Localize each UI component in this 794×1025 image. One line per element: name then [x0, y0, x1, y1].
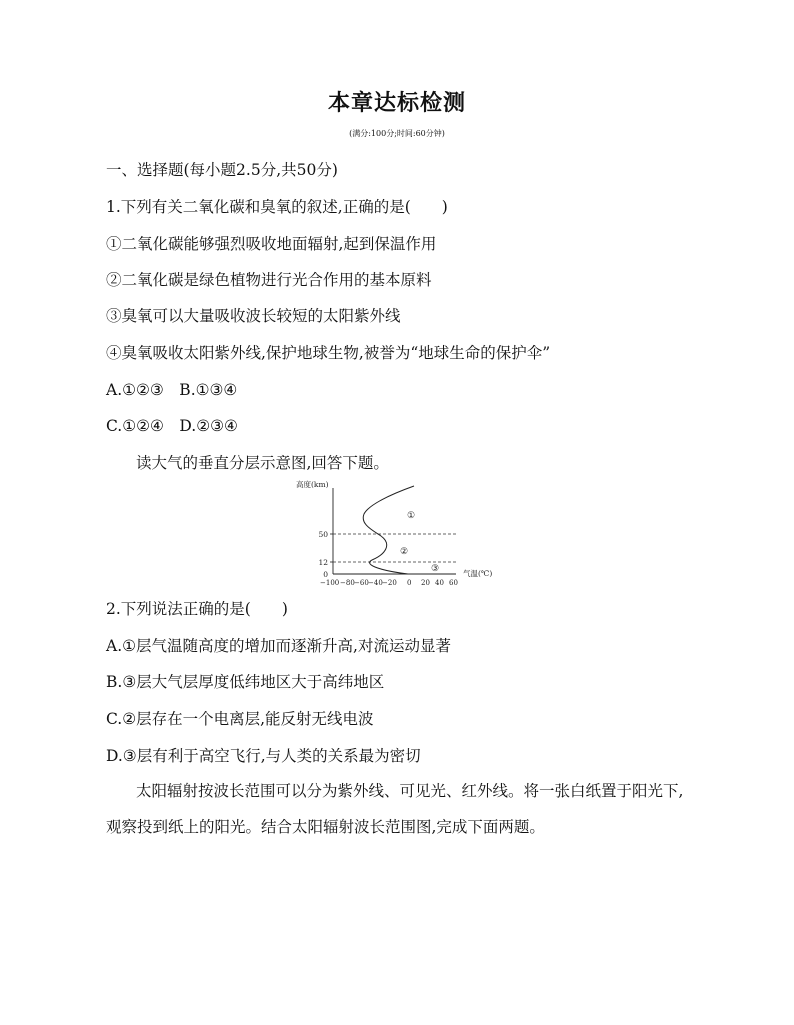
x-tick-label-0: 0 — [407, 579, 412, 587]
x-tick-label-neg80: −80 — [340, 579, 355, 587]
atmosphere-layers-figure — [296, 478, 506, 590]
layer-1-label: ① — [407, 511, 416, 521]
question-1-stem: 1.下列有关二氧化碳和臭氧的叙述,正确的是( ) — [106, 198, 448, 216]
x-tick-label-neg40: −40 — [368, 579, 383, 587]
temperature-curve — [363, 486, 414, 574]
x-tick-label-neg60: −60 — [354, 579, 369, 587]
q2-option-b: B.③层大气层厚度低纬地区大于高纬地区 — [106, 673, 385, 691]
x-tick-label-neg20: −20 — [382, 579, 397, 587]
y-tick-label-12: 12 — [318, 558, 328, 567]
page-title: 本章达标检测 — [327, 90, 466, 116]
layer-2-label: ② — [400, 547, 409, 557]
q1-statement-4: ④臭氧吸收太阳紫外线,保护地球生物,被誉为“地球生命的保护伞” — [106, 344, 551, 362]
q1-statement-2: ②二氧化碳是绿色植物进行光合作用的基本原料 — [106, 271, 432, 289]
section-heading: 一、选择题(每小题2.5分,共50分) — [106, 161, 338, 179]
y-tick-label-50: 50 — [318, 530, 328, 539]
q2-option-c: C.②层存在一个电离层,能反射无线电波 — [106, 710, 374, 728]
q1-statement-3: ③臭氧可以大量吸收波长较短的太阳紫外线 — [106, 307, 401, 325]
figure-intro: 读大气的垂直分层示意图,回答下题。 — [136, 454, 389, 472]
y-axis-label: 高度(km) — [296, 480, 329, 489]
question-2-stem: 2.下列说法正确的是( ) — [106, 600, 288, 618]
page-subtitle: (满分:100分;时间:60分钟) — [349, 129, 445, 138]
x-tick-label-neg100: −100 — [320, 579, 340, 587]
q1-statement-1: ①二氧化碳能够强烈吸收地面辐射,起到保温作用 — [106, 235, 437, 253]
layer-3-label: ③ — [431, 564, 440, 574]
x-tick-labels — [320, 579, 458, 587]
solar-radiation-intro: 太阳辐射按波长范围可以分为紫外线、可见光、红外线。将一张白纸置于阳光下,观察投到纸上的阳光。结合太阳辐射波长范围图,完成下面两题。 — [106, 782, 684, 836]
x-axis-label: 气温(℃) — [463, 569, 493, 578]
q1-options-cd: C.①②④ D.②③④ — [106, 417, 238, 435]
x-tick-label-40: 40 — [435, 579, 444, 587]
q2-option-d: D.③层有利于高空飞行,与人类的关系最为密切 — [106, 747, 421, 765]
q1-options-ab: A.①②③ B.①③④ — [106, 381, 238, 399]
q2-option-a: A.①层气温随高度的增加而逐渐升高,对流运动显著 — [106, 637, 451, 655]
x-tick-label-60: 60 — [449, 579, 458, 587]
x-tick-label-20: 20 — [421, 579, 430, 587]
y-tick-label-0: 0 — [323, 570, 328, 579]
